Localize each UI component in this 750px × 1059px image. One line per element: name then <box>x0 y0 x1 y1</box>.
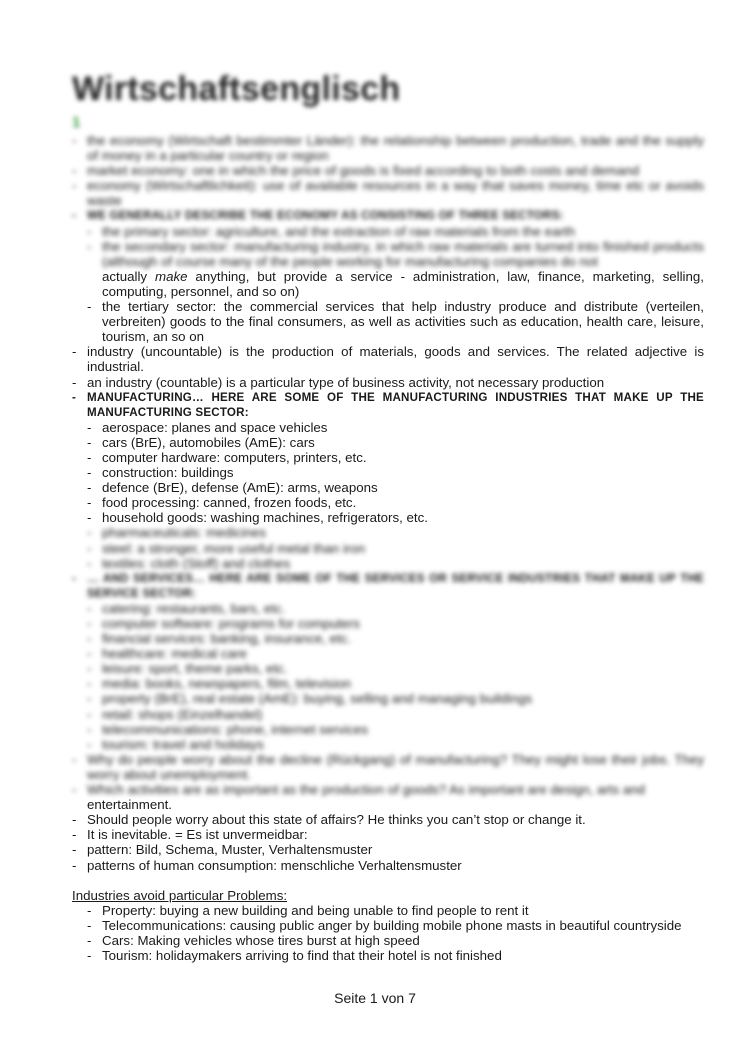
document-body <box>72 133 704 963</box>
problem-item: - Tourism: holidaymakers arriving to find that their hotel is not finished <box>87 948 704 963</box>
problem-item: - Cars: Making vehicles whose tires burst at high speed <box>87 933 704 948</box>
list-item: - … AND SERVICES… HERE ARE SOME OF THE SERVICES OR SERVICE INDUSTRIES THAT MAKE UP THE SERVICE SECTOR: <box>72 571 704 601</box>
sub-list-item: - tourism: travel and holidays <box>87 737 704 752</box>
list-item: - Should people worry about this state of affairs? He thinks you can’t stop or change it. <box>72 812 704 827</box>
list-item: entertainment. <box>87 797 173 813</box>
list-item: - market economy: one in which the price of goods is fixed according to both costs and demand <box>72 163 704 178</box>
sub-list-item: - computer hardware: computers, printers, etc. <box>87 450 704 465</box>
sub-list-item: - financial services: banking, insurance, etc. <box>87 631 704 646</box>
list-item: - industry (uncountable) is the production of materials, goods and services. The related adjective is industrial. <box>72 344 704 374</box>
list-item: - patterns of human consumption: menschliche Verhaltensmuster <box>72 858 704 873</box>
sub-list-item: - construction: buildings <box>87 465 704 480</box>
list-item: - Which activities are as important as the production of goods? As important are design, arts and <box>72 782 704 797</box>
document-title: Wirtschaftsenglisch <box>72 70 401 108</box>
sub-list-item: - property (BrE), real estate (AmE): buying, selling and managing buildings <box>87 691 704 706</box>
text-part: anything, but provide a service - administration, law, finance, marketing, selling, computing, personnel, and so on) <box>102 268 704 299</box>
sub-list-item: - the secondary sector: manufacturing industry, in which raw materials are turned into finished products (although of course many of the people working for manufacturing companies do not <box>87 239 704 269</box>
list-item: - WE GENERALLY DESCRIBE THE ECONOMY AS CONSISTING OF THREE SECTORS: <box>72 208 704 223</box>
text-part: actually <box>102 268 155 284</box>
problems-heading: Industries avoid particular Problems: <box>72 887 288 903</box>
sub-list-item: - defence (BrE), defense (AmE): arms, weapons <box>87 480 704 495</box>
sub-list-item: - leisure: sport, theme parks, etc. <box>87 661 704 676</box>
sub-list-item: - textiles: cloth (Stoff) and clothes <box>87 556 704 571</box>
section-number: 1 <box>72 114 81 131</box>
sub-list-item: - computer software: programs for computers <box>87 616 704 631</box>
page-footer: Seite 1 von 7 <box>334 990 416 1006</box>
sub-list-item: - food processing: canned, frozen foods, etc. <box>87 495 704 510</box>
sub-list-item: - household goods: washing machines, refrigerators, etc. <box>87 510 704 525</box>
sub-list-item <box>87 269 704 299</box>
sub-list-item: - aerospace: planes and space vehicles <box>87 420 704 435</box>
sub-list-item: - telecommunications: phone, internet services <box>87 722 704 737</box>
problem-item: - Telecommunications: causing public anger by building mobile phone masts in beautiful countryside <box>87 918 704 933</box>
list-item: - Why do people worry about the decline (Rückgang) of manufacturing? They might lose their jobs. They worry about unemployment. <box>72 752 704 782</box>
sub-list-item: - the primary sector: agriculture, and the extraction of raw materials from the earth <box>87 224 704 239</box>
sub-list-item: - steel: a stronger, more useful metal than iron <box>87 541 704 556</box>
sub-list-item: - retail: shops (Einzelhandel) <box>87 707 704 722</box>
list-item: - MANUFACTURING… HERE ARE SOME OF THE MANUFACTURING INDUSTRIES THAT MAKE UP THE MANUFACTURING SECTOR: <box>72 390 704 420</box>
sub-list-item: - cars (BrE), automobiles (AmE): cars <box>87 435 704 450</box>
problem-item: - Property: buying a new building and being unable to find people to rent it <box>87 903 704 918</box>
sub-list-item: - catering: restaurants, bars, etc. <box>87 601 704 616</box>
spacer <box>72 873 704 888</box>
emphasis: make <box>155 268 188 284</box>
list-item: - economy (Wirtschaftlichkeit): use of available resources in a way that saves money, time etc or avoids waste <box>72 178 704 208</box>
sub-list-item: - media: books, newspapers, film, television <box>87 676 704 691</box>
list-item: - It is inevitable. = Es ist unvermeidbar: <box>72 827 704 842</box>
list-item: - the economy (Wirtschaft bestimmter Länder): the relationship between production, trade and the supply of money in a particular country or region <box>72 133 704 163</box>
list-item: - an industry (countable) is a particular type of business activity, not necessary production <box>72 375 704 390</box>
sub-list-item: - the tertiary sector: the commercial services that help industry produce and distribute (verteilen, verbreiten) goods to the final consumers, as well as activities such as education, health care, leisure, tourism, an so on <box>87 299 704 344</box>
sub-list-item: - pharmaceuticals: medicines <box>87 525 704 540</box>
list-item: - pattern: Bild, Schema, Muster, Verhaltensmuster <box>72 842 704 857</box>
sub-list-item: - healthcare: medical care <box>87 646 704 661</box>
